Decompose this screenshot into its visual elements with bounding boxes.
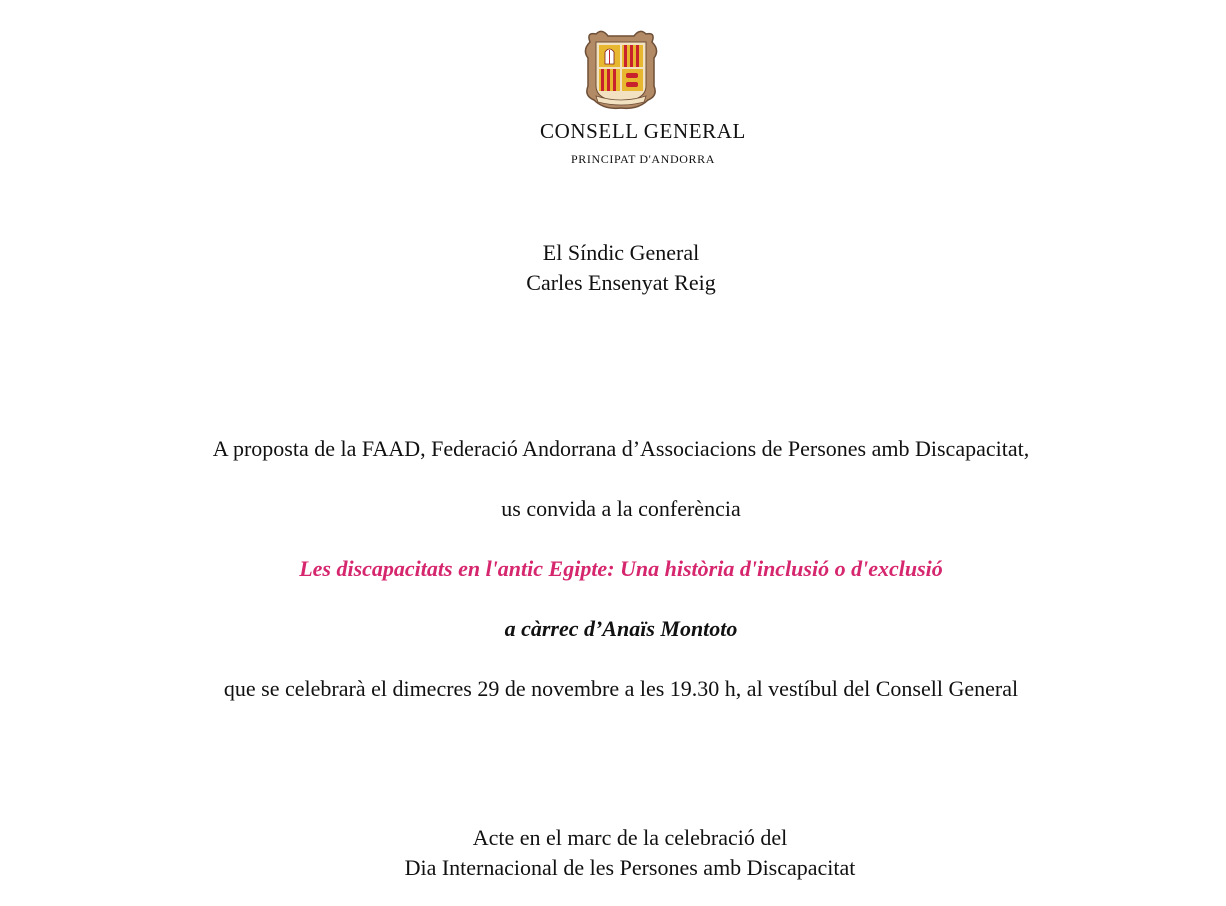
andorra-coat-of-arms-icon — [582, 28, 660, 110]
institution-subtitle: PRINCIPAT D'ANDORRA — [571, 152, 715, 166]
institution-name: CONSELL GENERAL — [540, 119, 746, 143]
speaker-line: a càrrec d’Anaïs Montoto — [504, 616, 738, 641]
footer-line-1: Acte en el marc de la celebració del — [472, 825, 788, 850]
proposal-line: A proposta de la FAAD, Federació Andorrana d’Associacions de Persones amb Discapacitat, — [212, 436, 1030, 461]
invite-line: us convida a la conferència — [501, 496, 741, 521]
footer-line-2: Dia Internacional de les Persones amb Discapacitat — [404, 855, 856, 880]
host-title: El Síndic General — [542, 240, 700, 265]
conference-title: Les discapacitats en l'antic Egipte: Una història d'inclusió o d'exclusió — [299, 556, 943, 581]
host-name: Carles Ensenyat Reig — [526, 270, 716, 295]
date-venue-line: que se celebrarà el dimecres 29 de novembre a les 19.30 h, al vestíbul del Consell General — [223, 676, 1019, 701]
